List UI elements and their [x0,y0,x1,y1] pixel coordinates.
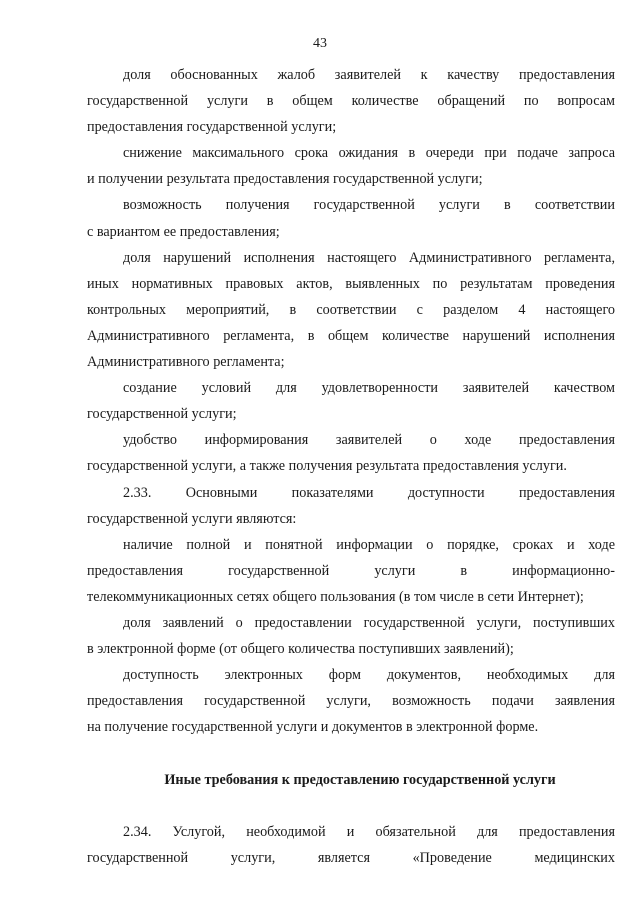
section-heading: Иные требования к предоставлению государственной услуги [164,771,556,788]
text-line: государственной услуги, является «Проведение медицинских [87,849,615,866]
text-line: государственной услуги являются: [87,510,297,527]
text-line: предоставления государственной услуги, возможность подачи заявления [87,693,615,710]
text-line: наличие полной и понятной информации о порядке, сроках и ходе [123,536,615,553]
text-line: иных нормативных правовых актов, выявленных по результатам проведения [87,275,615,292]
text-line: доля обоснованных жалоб заявителей к качеству предоставления [123,67,615,83]
text-line: предоставления государственной услуги; [87,119,337,136]
text-line: в электронной форме (от общего количества поступивших заявлений); [87,641,514,658]
text-line: Административного регламента, в общем количестве нарушений исполнения [87,327,615,344]
text-line: государственной услуги; [87,406,237,423]
text-line: с вариантом ее предоставления; [87,223,280,240]
text-line: на получение государственной услуги и документов в электронной форме. [87,719,539,736]
text-line: доступность электронных форм документов, необходимых для [123,667,615,684]
text-line: государственной услуги в общем количестве обращений по вопросам [87,93,615,110]
text-line: снижение максимального срока ожидания в очереди при подаче запроса [123,145,615,162]
blank-line [87,740,615,766]
text-line: создание условий для удовлетворенности заявителей качеством [123,380,615,397]
text-line: предоставления государственной услуги в информационно- [87,562,615,579]
text-line: телекоммуникационных сетях общего пользования (в том числе в сети Интернет); [87,588,584,605]
text-line: Административного регламента; [87,354,285,371]
document-body [87,62,615,871]
text-line: 2.34. Услугой, необходимой и обязательной для предоставления [123,823,615,840]
text-line: контрольных мероприятий, в соответствии с разделом 4 настоящего [87,301,615,318]
blank-line [87,793,615,819]
text-line: доля заявлений о предоставлении государственной услуги, поступивших [123,614,615,631]
page-number: 43 [313,36,327,51]
text-line: возможность получения государственной услуги в соответствии [123,197,615,214]
text-line: и получении результата предоставления государственной услуги; [87,171,483,188]
text-line: 2.33. Основными показателями доступности предоставления [123,484,615,501]
text-line: удобство информирования заявителей о ходе предоставления [123,432,615,449]
text-line: доля нарушений исполнения настоящего Административного регламента, [123,249,615,266]
text-line: государственной услуги, а также получения результата предоставления услуги. [87,458,567,475]
